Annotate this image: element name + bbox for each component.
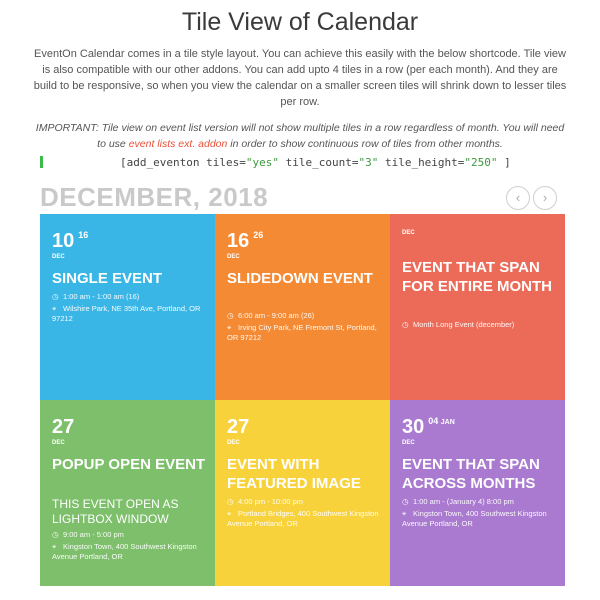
event-start-day (227, 230, 263, 253)
intro-paragraph: EventOn Calendar comes in a tile style layout. You can achieve this easily with the below shortcode. Tile view is also compatible with our other addons. You can add upto 4 tiles in a row (per each month). And they are build to be responsive, so when you view the calendar on a smaller screen tiles will shrink down to lesser tiles per row. (33, 48, 567, 108)
event-location-text: Wilshire Park, NE 35th Ave, Portland, OR 97212 (52, 304, 201, 323)
event-location (227, 509, 385, 529)
event-title: SLIDEDOWN EVENT (227, 270, 373, 287)
clock-icon: ◷ (52, 292, 59, 301)
event-end-day: 16 (78, 230, 89, 240)
event-time-text: Month Long Event (december) (413, 320, 515, 329)
event-time (227, 311, 385, 321)
event-location-text: Irving City Park, NE Fremont St, Portland, OR 97212 (227, 323, 377, 342)
clock-icon: ◷ (402, 497, 409, 506)
clock-icon: ◷ (402, 320, 409, 329)
event-time (402, 320, 560, 330)
event-time-text: 1:00 am - 1:00 am (16) (63, 292, 140, 301)
page-title: Tile View of Calendar (181, 8, 419, 36)
day-number: 16 (227, 230, 250, 252)
event-time (52, 292, 210, 302)
event-location (227, 323, 385, 343)
event-tile-grid (40, 214, 565, 586)
event-start-day (52, 230, 88, 253)
event-lists-addon-link[interactable]: event lists ext. addon (128, 138, 228, 150)
important-text-after: in order to show continuous row of tiles from other months. (227, 138, 503, 150)
event-tile[interactable] (40, 214, 215, 400)
event-end-month: JAN (440, 419, 455, 426)
map-pin-icon: ⌖ (52, 304, 57, 313)
event-location (52, 542, 210, 562)
event-title: SINGLE EVENT (52, 270, 163, 287)
shortcode-tile-count-value: "3" (358, 156, 379, 169)
event-time (52, 530, 210, 540)
event-subtitle: THIS EVENT OPEN AS LIGHTBOX WINDOW (52, 497, 179, 526)
event-month: DEC (402, 440, 415, 446)
event-month: DEC (402, 230, 415, 236)
event-month: DEC (227, 254, 240, 260)
day-number: 10 (52, 230, 75, 252)
event-time-text: 9:00 am - 5:00 pm (63, 530, 124, 539)
event-start-day (227, 416, 249, 439)
clock-icon: ◷ (227, 497, 234, 506)
shortcode-text (120, 156, 511, 169)
event-end-date (428, 416, 455, 426)
event-tile[interactable] (390, 400, 565, 586)
important-text-before: IMPORTANT: Tile view on event list version will not show multiple tiles in a row regardless of month. You will need to use (35, 122, 565, 150)
prev-month-button[interactable] (506, 186, 530, 210)
event-month: DEC (52, 254, 65, 260)
shortcode-tiles-value: "yes" (245, 156, 279, 169)
map-pin-icon: ⌖ (52, 542, 57, 551)
code-marker (40, 156, 43, 168)
important-note (30, 120, 570, 152)
event-start-day (402, 416, 455, 439)
event-time (402, 497, 560, 507)
shortcode-tile-height-attr: tile_height= (378, 156, 465, 169)
event-title: EVENT WITH FEATURED IMAGE (227, 456, 361, 492)
event-time (227, 497, 385, 507)
clock-icon: ◷ (52, 530, 59, 539)
event-location-text: Kingston Town, 400 Southwest Kingston Avenue Portland, OR (52, 542, 197, 561)
map-pin-icon: ⌖ (227, 509, 232, 518)
day-number: 27 (227, 416, 250, 438)
event-end-day: 26 (253, 230, 264, 240)
event-tile[interactable] (40, 400, 215, 586)
shortcode-tile-height-value: "250" (464, 156, 498, 169)
day-number: 30 (402, 416, 425, 438)
event-location-text: Portland Bridges, 400 Southwest Kingston Avenue Portland, OR (227, 509, 379, 528)
event-time-text: 1:00 am - (January 4) 8:00 pm (413, 497, 514, 506)
event-time-text: 4:00 pm - 10:00 pm (238, 497, 304, 506)
shortcode-prefix: [add_eventon tiles= (120, 156, 246, 169)
map-pin-icon: ⌖ (402, 509, 407, 518)
event-location (52, 304, 210, 324)
map-pin-icon: ⌖ (227, 323, 232, 332)
event-tile[interactable] (215, 214, 390, 400)
shortcode-block (40, 154, 570, 172)
event-tile[interactable] (390, 214, 565, 400)
event-month: DEC (227, 440, 240, 446)
event-month: DEC (52, 440, 65, 446)
clock-icon: ◷ (227, 311, 234, 320)
event-title: EVENT THAT SPAN ACROSS MONTHS (402, 456, 540, 492)
event-location-text: Kingston Town, 400 Southwest Kingston Avenue Portland, OR (402, 509, 547, 528)
event-title: EVENT THAT SPAN FOR ENTIRE MONTH (402, 259, 552, 295)
calendar-month-title: DECEMBER, 2018 (40, 182, 269, 212)
event-time-text: 6:00 am - 9:00 am (26) (238, 311, 315, 320)
next-month-button[interactable] (533, 186, 557, 210)
shortcode-tile-count-attr: tile_count= (278, 156, 359, 169)
chevron-right-icon: › (542, 190, 548, 205)
event-start-day (52, 416, 74, 439)
shortcode-suffix: ] (497, 156, 511, 169)
event-location (402, 509, 560, 529)
event-end-day: 04 (428, 416, 439, 426)
day-number: 27 (52, 416, 75, 438)
event-tile[interactable] (215, 400, 390, 586)
event-title: POPUP OPEN EVENT (52, 456, 206, 473)
chevron-left-icon: ‹ (515, 190, 521, 205)
